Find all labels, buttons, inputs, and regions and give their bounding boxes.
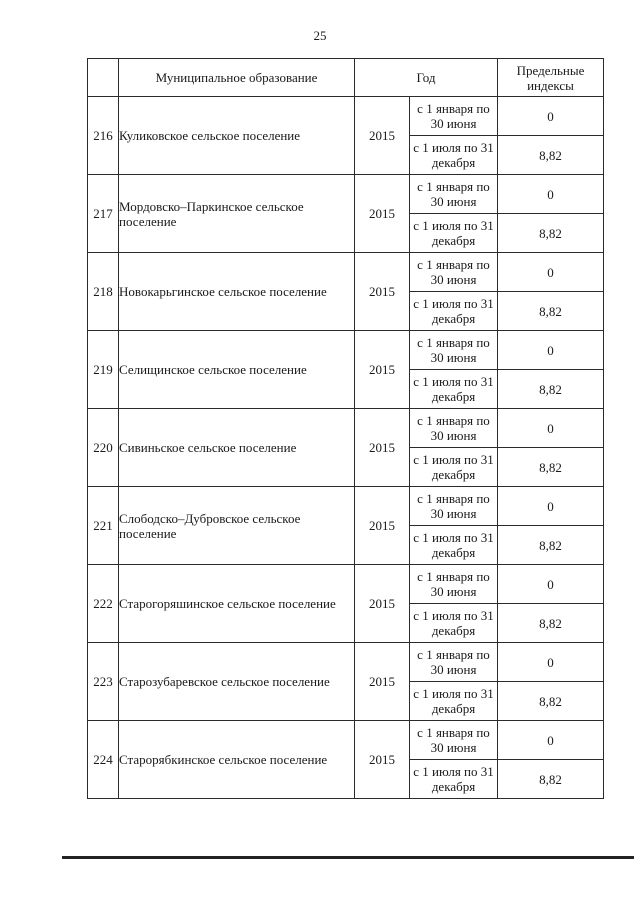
index-second-half: 8,82 [498, 136, 604, 175]
row-number: 217 [88, 175, 119, 253]
municipality-name: Старозубаревское сельское поселение [119, 643, 355, 721]
index-first-half: 0 [498, 97, 604, 136]
period-first-half: с 1 января по 30 июня [410, 643, 498, 682]
index-second-half: 8,82 [498, 604, 604, 643]
index-first-half: 0 [498, 565, 604, 604]
index-first-half: 0 [498, 721, 604, 760]
period-first-half: с 1 января по 30 июня [410, 487, 498, 526]
municipality-name: Селищинское сельское поселение [119, 331, 355, 409]
row-number: 220 [88, 409, 119, 487]
table-row [88, 487, 604, 526]
header-number [88, 59, 119, 97]
year-cell: 2015 [355, 643, 410, 721]
table-row [88, 97, 604, 136]
row-number: 219 [88, 331, 119, 409]
period-second-half: с 1 июля по 31 декабря [410, 292, 498, 331]
year-cell: 2015 [355, 409, 410, 487]
index-first-half: 0 [498, 331, 604, 370]
period-first-half: с 1 января по 30 июня [410, 565, 498, 604]
index-first-half: 0 [498, 253, 604, 292]
period-first-half: с 1 января по 30 июня [410, 721, 498, 760]
year-cell: 2015 [355, 97, 410, 175]
period-second-half: с 1 июля по 31 декабря [410, 760, 498, 799]
header-municipality: Муниципальное образование [119, 59, 355, 97]
table-row [88, 565, 604, 604]
table-row [88, 643, 604, 682]
period-second-half: с 1 июля по 31 декабря [410, 526, 498, 565]
municipality-name: Куликовское сельское поселение [119, 97, 355, 175]
year-cell: 2015 [355, 175, 410, 253]
row-number: 224 [88, 721, 119, 799]
table-header-row [88, 59, 604, 97]
header-year: Год [355, 59, 498, 97]
period-first-half: с 1 января по 30 июня [410, 253, 498, 292]
table-body [88, 97, 604, 799]
period-second-half: с 1 июля по 31 декабря [410, 214, 498, 253]
header-indices: Предельные индексы [498, 59, 604, 97]
row-number: 223 [88, 643, 119, 721]
index-first-half: 0 [498, 409, 604, 448]
period-second-half: с 1 июля по 31 декабря [410, 136, 498, 175]
period-second-half: с 1 июля по 31 декабря [410, 682, 498, 721]
municipality-name: Слободско–Дубровское сельское поселение [119, 487, 355, 565]
row-number: 221 [88, 487, 119, 565]
index-second-half: 8,82 [498, 214, 604, 253]
period-second-half: с 1 июля по 31 декабря [410, 448, 498, 487]
table-row [88, 409, 604, 448]
index-second-half: 8,82 [498, 292, 604, 331]
table-row [88, 175, 604, 214]
period-first-half: с 1 января по 30 июня [410, 409, 498, 448]
row-number: 218 [88, 253, 119, 331]
period-second-half: с 1 июля по 31 декабря [410, 370, 498, 409]
year-cell: 2015 [355, 253, 410, 331]
municipality-name: Старорябкинское сельское поселение [119, 721, 355, 799]
index-second-half: 8,82 [498, 448, 604, 487]
year-cell: 2015 [355, 331, 410, 409]
municipality-name: Мордовско–Паркинское сельское поселение [119, 175, 355, 253]
index-second-half: 8,82 [498, 760, 604, 799]
table-row [88, 721, 604, 760]
year-cell: 2015 [355, 721, 410, 799]
bottom-rule [62, 856, 634, 859]
table-row [88, 253, 604, 292]
municipality-name: Старогоряшинское сельское поселение [119, 565, 355, 643]
row-number: 222 [88, 565, 119, 643]
year-cell: 2015 [355, 487, 410, 565]
tariff-index-table [87, 58, 604, 799]
index-second-half: 8,82 [498, 682, 604, 721]
index-first-half: 0 [498, 643, 604, 682]
municipality-name: Новокарьгинское сельское поселение [119, 253, 355, 331]
row-number: 216 [88, 97, 119, 175]
municipality-name: Сивиньское сельское поселение [119, 409, 355, 487]
year-cell: 2015 [355, 565, 410, 643]
period-first-half: с 1 января по 30 июня [410, 97, 498, 136]
table-row [88, 331, 604, 370]
period-second-half: с 1 июля по 31 декабря [410, 604, 498, 643]
page-number: 25 [313, 28, 327, 43]
period-first-half: с 1 января по 30 июня [410, 331, 498, 370]
index-first-half: 0 [498, 487, 604, 526]
index-first-half: 0 [498, 175, 604, 214]
period-first-half: с 1 января по 30 июня [410, 175, 498, 214]
index-second-half: 8,82 [498, 526, 604, 565]
index-second-half: 8,82 [498, 370, 604, 409]
